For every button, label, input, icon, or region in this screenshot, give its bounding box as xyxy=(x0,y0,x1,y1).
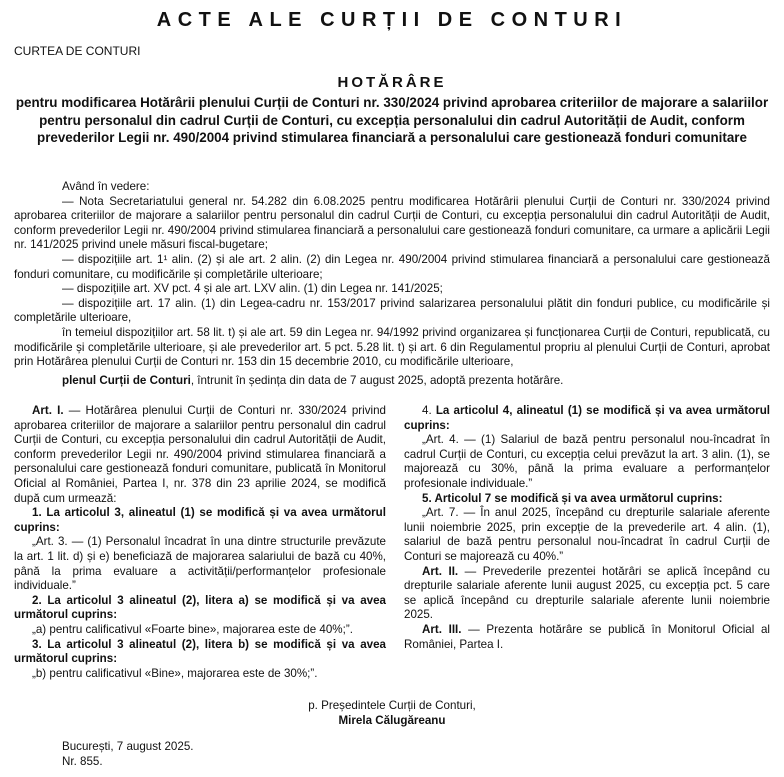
preamble-item: — dispozițiile art. XV pct. 4 și ale art. LXV alin. (1) din Legea nr. 141/2025; xyxy=(62,282,443,296)
signature-block xyxy=(0,699,784,728)
section-label: CURTEA DE CONTURI xyxy=(14,44,141,58)
point-3-heading: 3. La articolul 3 alineatul (2), litera b) se modifică și va avea următorul cuprins: xyxy=(14,637,386,666)
document-title: pentru modificarea Hotărârii plenului Curții de Conturi nr. 330/2024 privind aprobarea criteriilor de majorare a salariilor pentru personalul din cadrul Curții de Conturi, cu excepția personalului din cadrul Autorității de Audit, conform prevederilor Legii nr. 490/2004 privind stimularea financiară a personalului care gestionează fonduri comunitare xyxy=(15,95,769,145)
article-2-label: Art. II. xyxy=(422,564,459,578)
point-4-heading xyxy=(404,404,770,433)
point-1-heading: 1. La articolul 3, alineatul (1) se modifică și va avea următorul cuprins: xyxy=(14,506,386,534)
signature-role: p. Președintele Curții de Conturi, xyxy=(308,699,476,712)
article-1-text: — Hotărârea plenului Curții de Conturi nr. 330/2024 privind aprobarea criteriilor de majorare a salariilor pentru personalul din cadrul Curții de Conturi, cu excepția personalului din cadrul Autorității de Audit, conform prevederilor Legii nr. 490/2004 privind stimularea financiară a personalului care gestionează fonduri comunitare, publicată în Monitorul Oficial al României, Partea I, nr. 378 din 23 aprilie 2024, se modifică după cum urmează: xyxy=(14,404,386,505)
preamble-item: — dispozițiile art. 1¹ alin. (2) și ale art. 2 alin. (2) din Legea nr. 490/2004 privind stimularea financiară a personalului care gestionează fonduri comunitare, cu modificările și completările ulterioare; xyxy=(14,252,770,281)
adoption-subject: plenul Curții de Conturi xyxy=(62,374,191,387)
preamble-intro: Având în vedere: xyxy=(62,180,150,193)
article-3-text: — Prezenta hotărâre se publică în Monitorul Oficial al României, Partea I. xyxy=(404,622,770,651)
article-1 xyxy=(14,404,386,506)
article-1-label: Art. I. xyxy=(32,404,64,417)
document-type: HOTĂRÂRE xyxy=(337,74,447,91)
point-4-heading-text: La articolul 4, alineatul (1) se modifică și va avea următorul cuprins: xyxy=(404,404,770,432)
article-3-label: Art. III. xyxy=(422,622,462,636)
article-2-text: — Prevederile prezentei hotărâri se aplică începând cu drepturile salariale aferente lunii august 2025, cu excepția pct. 5 care se aplică începând cu drepturile salariale aferente lunii noiembrie 2025. xyxy=(404,564,770,622)
left-column xyxy=(14,404,386,681)
adoption-text: , întrunit în ședința din data de 7 august 2025, adoptă prezenta hotărâre. xyxy=(190,374,564,387)
article-2 xyxy=(404,565,770,623)
footer-place-date: București, 7 august 2025. xyxy=(62,740,194,753)
signature-name: Mirela Călugăreanu xyxy=(338,713,446,727)
point-4-text: „Art. 4. — (1) Salariul de bază pentru personalul nou-încadrat în cadrul Curții de Conturi, cu excepția celui prevăzut la art. 3 alin. (1), se majorează cu 30%, până la prima evaluare a performanțelor profesionale individuale.” xyxy=(404,433,770,490)
preamble-item: — dispozițiile art. 17 alin. (1) din Legea-cadru nr. 153/2017 privind salarizarea personalului plătit din fonduri publice, cu modificările și completările ulterioare, xyxy=(14,296,770,325)
footer xyxy=(62,740,193,769)
preamble-item: — Nota Secretariatului general nr. 54.282 din 6.08.2025 pentru modificarea Hotărârii plenului Curții de Conturi nr. 330/2024 privind aprobarea criteriilor de majorare a salariilor pentru personalul din cadrul Curții de Conturi, cu excepția personalului din cadrul Autorității de Audit, conform prevederilor Legii nr. 490/2004 privind stimularea financiară a personalului care gestionează fonduri comunitare, ca urmare a aplicării Legii nr. 141/2025 privind unele măsuri fiscal-bugetare; xyxy=(14,194,770,252)
adoption-statement xyxy=(14,374,770,387)
preamble-legal-basis: în temeiul dispozițiilor art. 58 lit. t) și ale art. 59 din Legea nr. 94/1992 privind organizarea și funcționarea Curții de Conturi, republicată, cu modificările și completările ulterioare, și ale prevederilor art. 5 pct. 5.28 lit. t) și art. 6 din Regulamentul propriu al plenului Curții de Conturi, aprobat prin Hotărârea plenului Curții de Conturi nr. 153 din 15 decembrie 2010, cu modificările ulterioare, xyxy=(14,325,770,369)
point-2-text: „a) pentru calificativul «Foarte bine», majorarea este de 40%;”. xyxy=(32,622,353,636)
article-3 xyxy=(404,623,770,652)
right-column xyxy=(404,404,770,652)
preamble xyxy=(14,180,770,370)
point-5-heading: 5. Articolul 7 se modifică și va avea următorul cuprins: xyxy=(422,491,723,505)
footer-number: Nr. 855. xyxy=(62,754,103,768)
point-1-text: „Art. 3. — (1) Personalul încadrat în una dintre structurile prevăzute la art. 1 lit. d) și e) beneficiază de majorarea salariului de bază cu 40%, până la prima evaluare a activității/performanțelor profesionale individuale.” xyxy=(14,535,386,593)
point-2-heading: 2. La articolul 3 alineatul (2), litera a) se modifică și va avea următorul cuprins: xyxy=(14,593,386,622)
point-3-text: „b) pentru calificativul «Bine», majorarea este de 30%;”. xyxy=(32,666,318,680)
point-4-number: 4. xyxy=(422,404,436,417)
point-5-text: „Art. 7. — În anul 2025, începând cu drepturile salariale aferente lunii noiembrie 2025, prin excepție de la prevederile art. 4 alin. (1), salariul de bază pentru personalul nou-încadrat în cadrul Curții de Conturi se majorează cu 40%.” xyxy=(404,506,770,563)
page-header-title: ACTE ALE CURȚII DE CONTURI xyxy=(156,9,628,31)
